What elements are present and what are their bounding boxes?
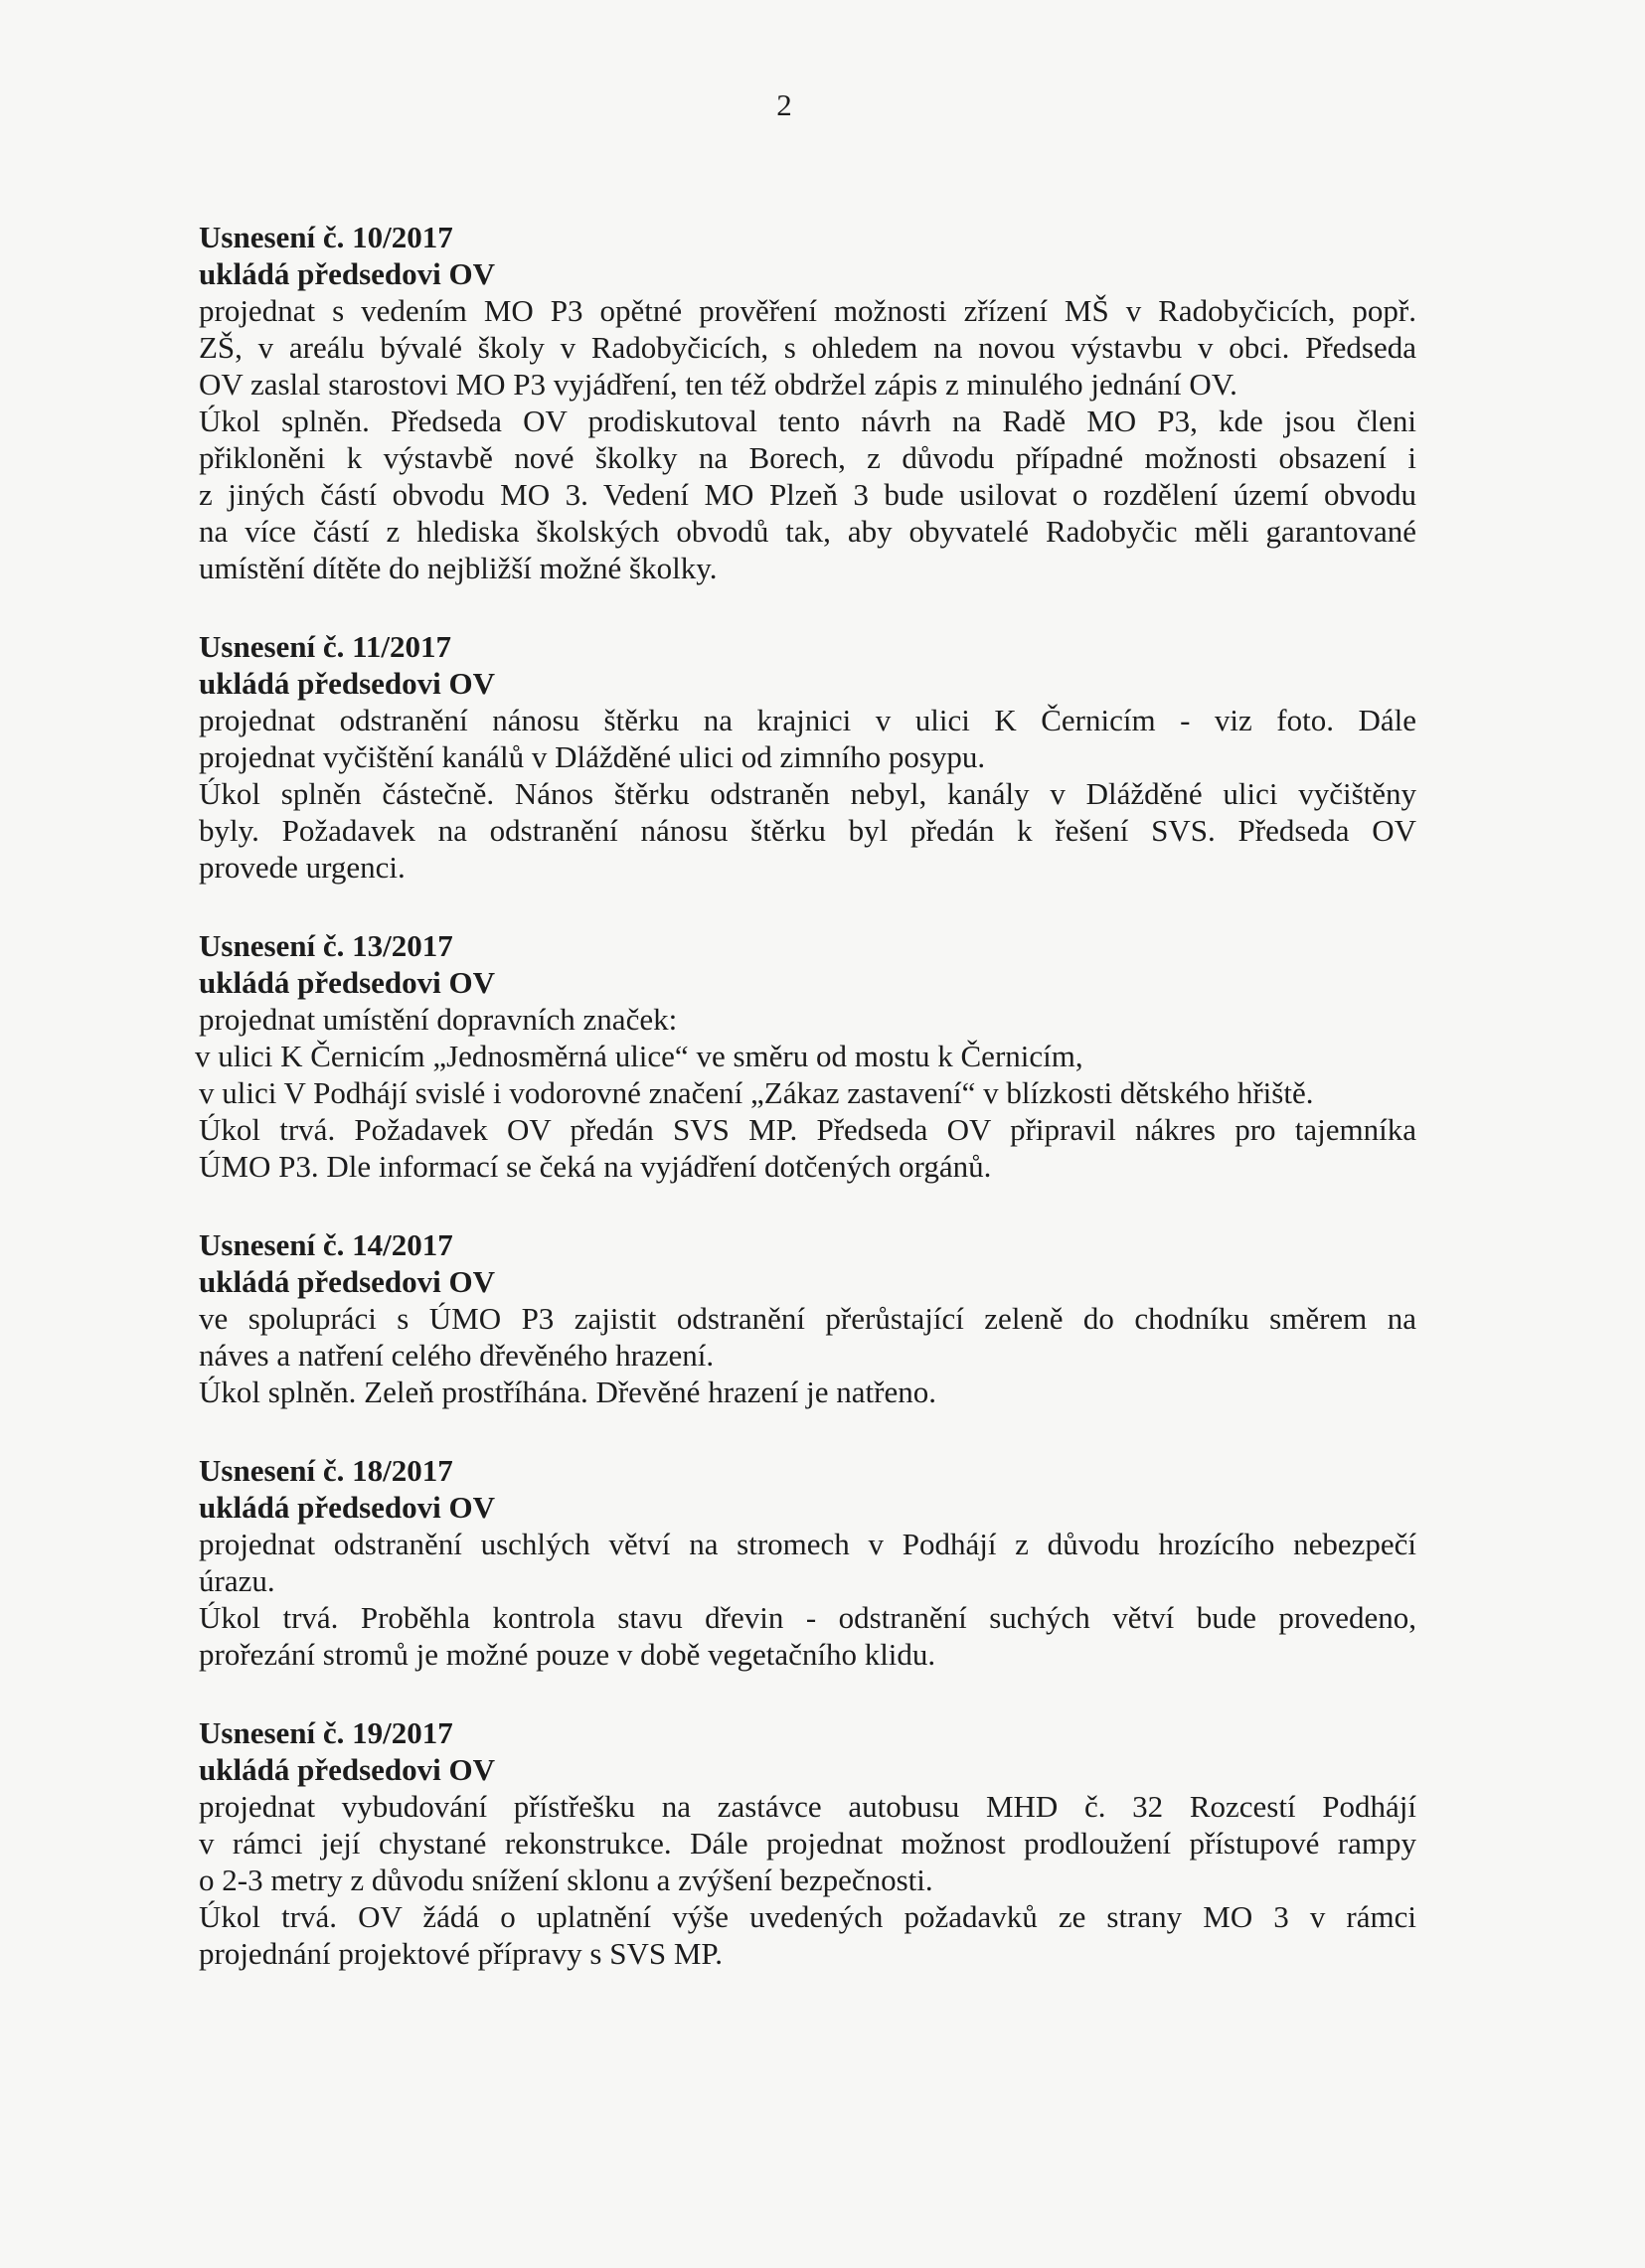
resolution-subtitle: ukládá předsedovi OV bbox=[199, 965, 496, 1000]
resolution-text-line: projednat vybudování přístřešku na zastávce autobusu MHD č. 32 Rozcestí Podhájí bbox=[199, 1789, 1416, 1824]
resolution-text-line: na více částí z hlediska školských obvodů tak, aby obyvatelé Radobyčic měli garantované bbox=[199, 514, 1416, 549]
resolution-subtitle: ukládá předsedovi OV bbox=[199, 1264, 496, 1299]
resolution-text-line: Úkol splněn. Zeleň prostříhána. Dřevěné hrazení je natřeno. bbox=[199, 1375, 936, 1409]
resolution-text-line: projednat vyčištění kanálů v Dlážděné ulici od zimního posypu. bbox=[199, 739, 986, 774]
resolution-subtitle: ukládá předsedovi OV bbox=[199, 1490, 496, 1525]
resolution-text-line: ZŠ, v areálu bývalé školy v Radobyčicích, s ohledem na novou výstavbu v obci. Předseda bbox=[199, 330, 1416, 365]
resolution-subtitle: ukládá předsedovi OV bbox=[199, 666, 496, 701]
resolution-text-line: přikloněni k výstavbě nové školky na Borech, z důvodu případné možnosti obsazení i bbox=[199, 440, 1416, 475]
resolution-text-line: úrazu. bbox=[199, 1563, 275, 1598]
resolution-18-2017 bbox=[199, 1452, 1416, 1673]
page-number: 2 bbox=[776, 87, 792, 122]
resolution-text-line: Úkol splněn částečně. Nános štěrku odstraněn nebyl, kanály v Dlážděné ulici vyčištěny bbox=[199, 776, 1416, 811]
resolution-text-line: v rámci její chystané rekonstrukce. Dále projednat možnost prodloužení přístupové rampy bbox=[199, 1826, 1416, 1861]
resolution-text-line: projednat umístění dopravních značek: bbox=[199, 1002, 678, 1037]
resolution-title: Usnesení č. 14/2017 bbox=[199, 1227, 453, 1262]
resolution-text-line: projednat odstranění nánosu štěrku na krajnici v ulici K Černicím - viz foto. Dále bbox=[199, 703, 1416, 737]
resolution-text-line: v ulici K Černicím „Jednosměrná ulice“ ve směru od mostu k Černicím, bbox=[195, 1039, 1083, 1073]
resolution-text-line: o 2-3 metry z důvodu snížení sklonu a zvýšení bezpečnosti. bbox=[199, 1863, 933, 1897]
resolution-text-line: Úkol trvá. OV žádá o uplatnění výše uvedených požadavků ze strany MO 3 v rámci bbox=[199, 1899, 1416, 1934]
resolution-title: Usnesení č. 19/2017 bbox=[199, 1715, 453, 1750]
document-body bbox=[195, 219, 1416, 2014]
resolution-text-line: Úkol splněn. Předseda OV prodiskutoval tento návrh na Radě MO P3, kde jsou členi bbox=[199, 404, 1416, 438]
resolution-13-2017 bbox=[195, 927, 1416, 1185]
resolution-title: Usnesení č. 18/2017 bbox=[199, 1453, 453, 1488]
resolution-text-line: ÚMO P3. Dle informací se čeká na vyjádření dotčených orgánů. bbox=[199, 1149, 992, 1184]
resolution-title: Usnesení č. 11/2017 bbox=[199, 629, 452, 664]
resolution-title: Usnesení č. 13/2017 bbox=[199, 928, 453, 963]
resolution-text-line: v ulici V Podhájí svislé i vodorovné značení „Zákaz zastavení“ v blízkosti dětského hřiště. bbox=[199, 1075, 1314, 1110]
resolution-10-2017 bbox=[199, 219, 1416, 586]
resolution-14-2017 bbox=[199, 1226, 1416, 1410]
resolution-subtitle: ukládá předsedovi OV bbox=[199, 256, 496, 291]
resolution-text-line: byly. Požadavek na odstranění nánosu štěrku byl předán k řešení SVS. Předseda OV bbox=[199, 813, 1416, 848]
resolution-text-line: ve spolupráci s ÚMO P3 zajistit odstranění přerůstající zeleně do chodníku směrem na bbox=[199, 1301, 1416, 1336]
resolution-text-line: projednání projektové přípravy s SVS MP. bbox=[199, 1936, 723, 1971]
resolution-title: Usnesení č. 10/2017 bbox=[199, 220, 453, 254]
resolution-text-line: prořezání stromů je možné pouze v době vegetačního klidu. bbox=[199, 1637, 936, 1672]
resolution-text-line: z jiných částí obvodu MO 3. Vedení MO Plzeň 3 bude usilovat o rozdělení území obvodu bbox=[199, 477, 1416, 512]
resolution-subtitle: ukládá předsedovi OV bbox=[199, 1752, 496, 1787]
resolution-text-line: projednat odstranění uschlých větví na stromech v Podhájí z důvodu hrozícího nebezpečí bbox=[199, 1527, 1416, 1561]
resolution-text-line: OV zaslal starostovi MO P3 vyjádření, ten též obdržel zápis z minulého jednání OV. bbox=[199, 367, 1237, 402]
resolution-11-2017 bbox=[199, 628, 1416, 886]
resolution-text-line: Úkol trvá. Požadavek OV předán SVS MP. Předseda OV připravil nákres pro tajemníka bbox=[199, 1112, 1416, 1147]
resolution-text-line: projednat s vedením MO P3 opětné prověření možnosti zřízení MŠ v Radobyčicích, popř. bbox=[199, 293, 1416, 328]
resolution-text-line: náves a natření celého dřevěného hrazení. bbox=[199, 1338, 715, 1373]
resolution-text-line: provede urgenci. bbox=[199, 850, 406, 885]
resolution-text-line: Úkol trvá. Proběhla kontrola stavu dřevin - odstranění suchých větví bude provedeno, bbox=[199, 1600, 1416, 1635]
resolution-19-2017 bbox=[199, 1714, 1416, 1972]
resolution-text-line: umístění dítěte do nejbližší možné školky. bbox=[199, 551, 718, 585]
